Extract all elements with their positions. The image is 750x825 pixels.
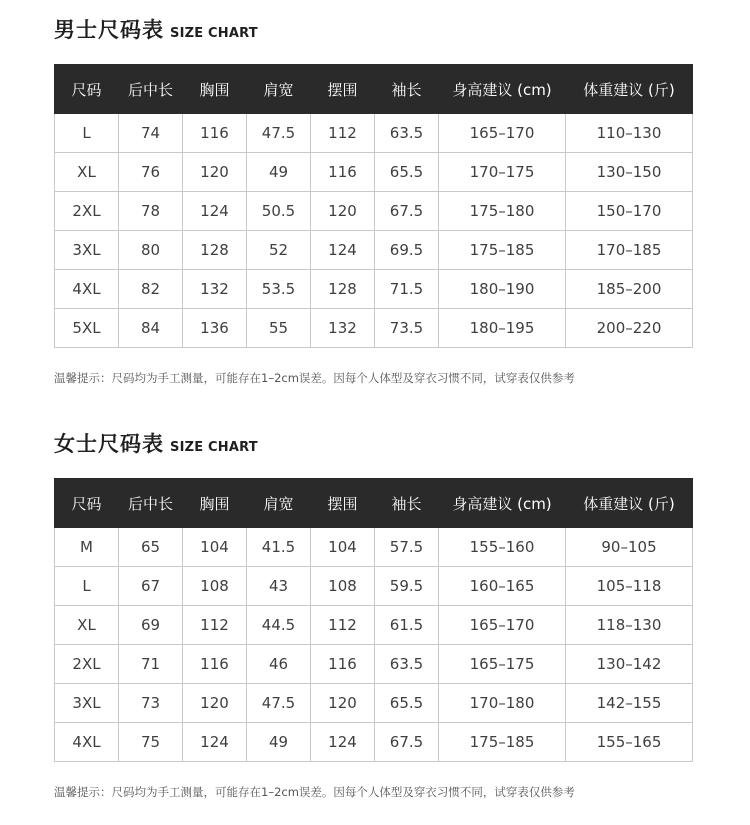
table-cell: 128: [311, 270, 375, 309]
size-cell: L: [55, 567, 119, 606]
column-header: 后中长: [119, 65, 183, 114]
table-row: [55, 114, 693, 153]
table-cell: 61.5: [375, 606, 439, 645]
table-cell: 59.5: [375, 567, 439, 606]
table-row: [55, 192, 693, 231]
table-cell: 41.5: [247, 528, 311, 567]
women-measurement-note: 温馨提示：尺码均为手工测量，可能存在1–2cm误差。因每个人体型及穿衣习惯不同，试穿表仅供参考: [54, 785, 575, 799]
table-cell: 65: [119, 528, 183, 567]
table-cell: 155–160: [439, 528, 566, 567]
table-cell: 47.5: [247, 114, 311, 153]
column-header: 肩宽: [247, 65, 311, 114]
table-cell: 116: [311, 645, 375, 684]
women-title-en: SIZE CHART: [170, 440, 258, 455]
table-cell: 136: [183, 309, 247, 348]
table-cell: 116: [311, 153, 375, 192]
women-table-body: [55, 528, 693, 762]
table-cell: 132: [311, 309, 375, 348]
column-header: 身高建议 (cm): [439, 65, 566, 114]
table-cell: 69.5: [375, 231, 439, 270]
men-chart-title: [54, 14, 258, 54]
size-cell: 4XL: [55, 723, 119, 762]
size-cell: L: [55, 114, 119, 153]
table-cell: 47.5: [247, 684, 311, 723]
column-header: 体重建议 (斤): [566, 479, 693, 528]
table-cell: 120: [311, 192, 375, 231]
table-cell: 120: [183, 153, 247, 192]
column-header: 后中长: [119, 479, 183, 528]
column-header: 肩宽: [247, 479, 311, 528]
table-cell: 170–185: [566, 231, 693, 270]
size-cell: 3XL: [55, 231, 119, 270]
table-cell: 57.5: [375, 528, 439, 567]
size-cell: 5XL: [55, 309, 119, 348]
table-cell: 128: [183, 231, 247, 270]
size-cell: XL: [55, 153, 119, 192]
table-cell: 200–220: [566, 309, 693, 348]
table-cell: 112: [311, 114, 375, 153]
table-row: [55, 270, 693, 309]
table-row: [55, 645, 693, 684]
women-table-header: [55, 479, 693, 528]
column-header: 摆围: [311, 479, 375, 528]
table-cell: 73.5: [375, 309, 439, 348]
table-cell: 75: [119, 723, 183, 762]
men-table-body: [55, 114, 693, 348]
column-header: 尺码: [55, 479, 119, 528]
table-cell: 49: [247, 153, 311, 192]
column-header: 袖长: [375, 65, 439, 114]
size-cell: M: [55, 528, 119, 567]
column-header: 体重建议 (斤): [566, 65, 693, 114]
table-cell: 90–105: [566, 528, 693, 567]
table-cell: 49: [247, 723, 311, 762]
size-cell: XL: [55, 606, 119, 645]
men-table-header: [55, 65, 693, 114]
table-cell: 67.5: [375, 192, 439, 231]
table-cell: 120: [311, 684, 375, 723]
column-header: 身高建议 (cm): [439, 479, 566, 528]
table-cell: 165–170: [439, 114, 566, 153]
table-row: [55, 606, 693, 645]
table-cell: 108: [183, 567, 247, 606]
table-cell: 160–165: [439, 567, 566, 606]
column-header: 胸围: [183, 479, 247, 528]
table-cell: 71: [119, 645, 183, 684]
table-cell: 112: [183, 606, 247, 645]
table-cell: 105–118: [566, 567, 693, 606]
table-cell: 50.5: [247, 192, 311, 231]
table-cell: 76: [119, 153, 183, 192]
table-cell: 124: [183, 192, 247, 231]
table-cell: 150–170: [566, 192, 693, 231]
table-cell: 124: [311, 231, 375, 270]
table-cell: 185–200: [566, 270, 693, 309]
table-row: [55, 723, 693, 762]
table-cell: 175–185: [439, 723, 566, 762]
table-cell: 63.5: [375, 114, 439, 153]
table-cell: 46: [247, 645, 311, 684]
table-cell: 108: [311, 567, 375, 606]
table-row: [55, 567, 693, 606]
table-cell: 130–150: [566, 153, 693, 192]
table-cell: 175–180: [439, 192, 566, 231]
size-cell: 4XL: [55, 270, 119, 309]
table-cell: 104: [183, 528, 247, 567]
size-cell: 2XL: [55, 645, 119, 684]
men-measurement-note: 温馨提示：尺码均为手工测量，可能存在1–2cm误差。因每个人体型及穿衣习惯不同，试穿表仅供参考: [54, 371, 575, 385]
table-row: [55, 309, 693, 348]
table-cell: 142–155: [566, 684, 693, 723]
size-cell: 3XL: [55, 684, 119, 723]
table-cell: 124: [183, 723, 247, 762]
table-cell: 74: [119, 114, 183, 153]
column-header: 尺码: [55, 65, 119, 114]
table-cell: 52: [247, 231, 311, 270]
table-row: [55, 231, 693, 270]
table-cell: 175–185: [439, 231, 566, 270]
table-cell: 155–165: [566, 723, 693, 762]
table-cell: 44.5: [247, 606, 311, 645]
table-cell: 116: [183, 645, 247, 684]
table-cell: 180–190: [439, 270, 566, 309]
table-cell: 170–180: [439, 684, 566, 723]
women-title-cn: 女士尺码表: [54, 432, 164, 456]
table-cell: 78: [119, 192, 183, 231]
table-cell: 71.5: [375, 270, 439, 309]
table-cell: 84: [119, 309, 183, 348]
table-cell: 130–142: [566, 645, 693, 684]
size-cell: 2XL: [55, 192, 119, 231]
table-cell: 165–175: [439, 645, 566, 684]
table-cell: 110–130: [566, 114, 693, 153]
table-cell: 63.5: [375, 645, 439, 684]
men-title-en: SIZE CHART: [170, 26, 258, 41]
table-cell: 82: [119, 270, 183, 309]
column-header: 胸围: [183, 65, 247, 114]
table-cell: 53.5: [247, 270, 311, 309]
table-cell: 73: [119, 684, 183, 723]
table-cell: 120: [183, 684, 247, 723]
table-cell: 132: [183, 270, 247, 309]
table-cell: 69: [119, 606, 183, 645]
table-row: [55, 528, 693, 567]
table-row: [55, 153, 693, 192]
table-cell: 124: [311, 723, 375, 762]
table-cell: 112: [311, 606, 375, 645]
table-cell: 67.5: [375, 723, 439, 762]
column-header: 摆围: [311, 65, 375, 114]
women-chart-title: [54, 428, 258, 468]
table-cell: 43: [247, 567, 311, 606]
men-size-table: [54, 64, 693, 348]
table-cell: 80: [119, 231, 183, 270]
table-cell: 165–170: [439, 606, 566, 645]
table-cell: 104: [311, 528, 375, 567]
table-cell: 170–175: [439, 153, 566, 192]
table-cell: 65.5: [375, 153, 439, 192]
table-cell: 116: [183, 114, 247, 153]
table-cell: 65.5: [375, 684, 439, 723]
women-header-row: [55, 479, 693, 528]
table-cell: 180–195: [439, 309, 566, 348]
men-header-row: [55, 65, 693, 114]
table-cell: 55: [247, 309, 311, 348]
table-cell: 67: [119, 567, 183, 606]
column-header: 袖长: [375, 479, 439, 528]
women-size-table: [54, 478, 693, 762]
table-cell: 118–130: [566, 606, 693, 645]
table-row: [55, 684, 693, 723]
men-title-cn: 男士尺码表: [54, 18, 164, 42]
